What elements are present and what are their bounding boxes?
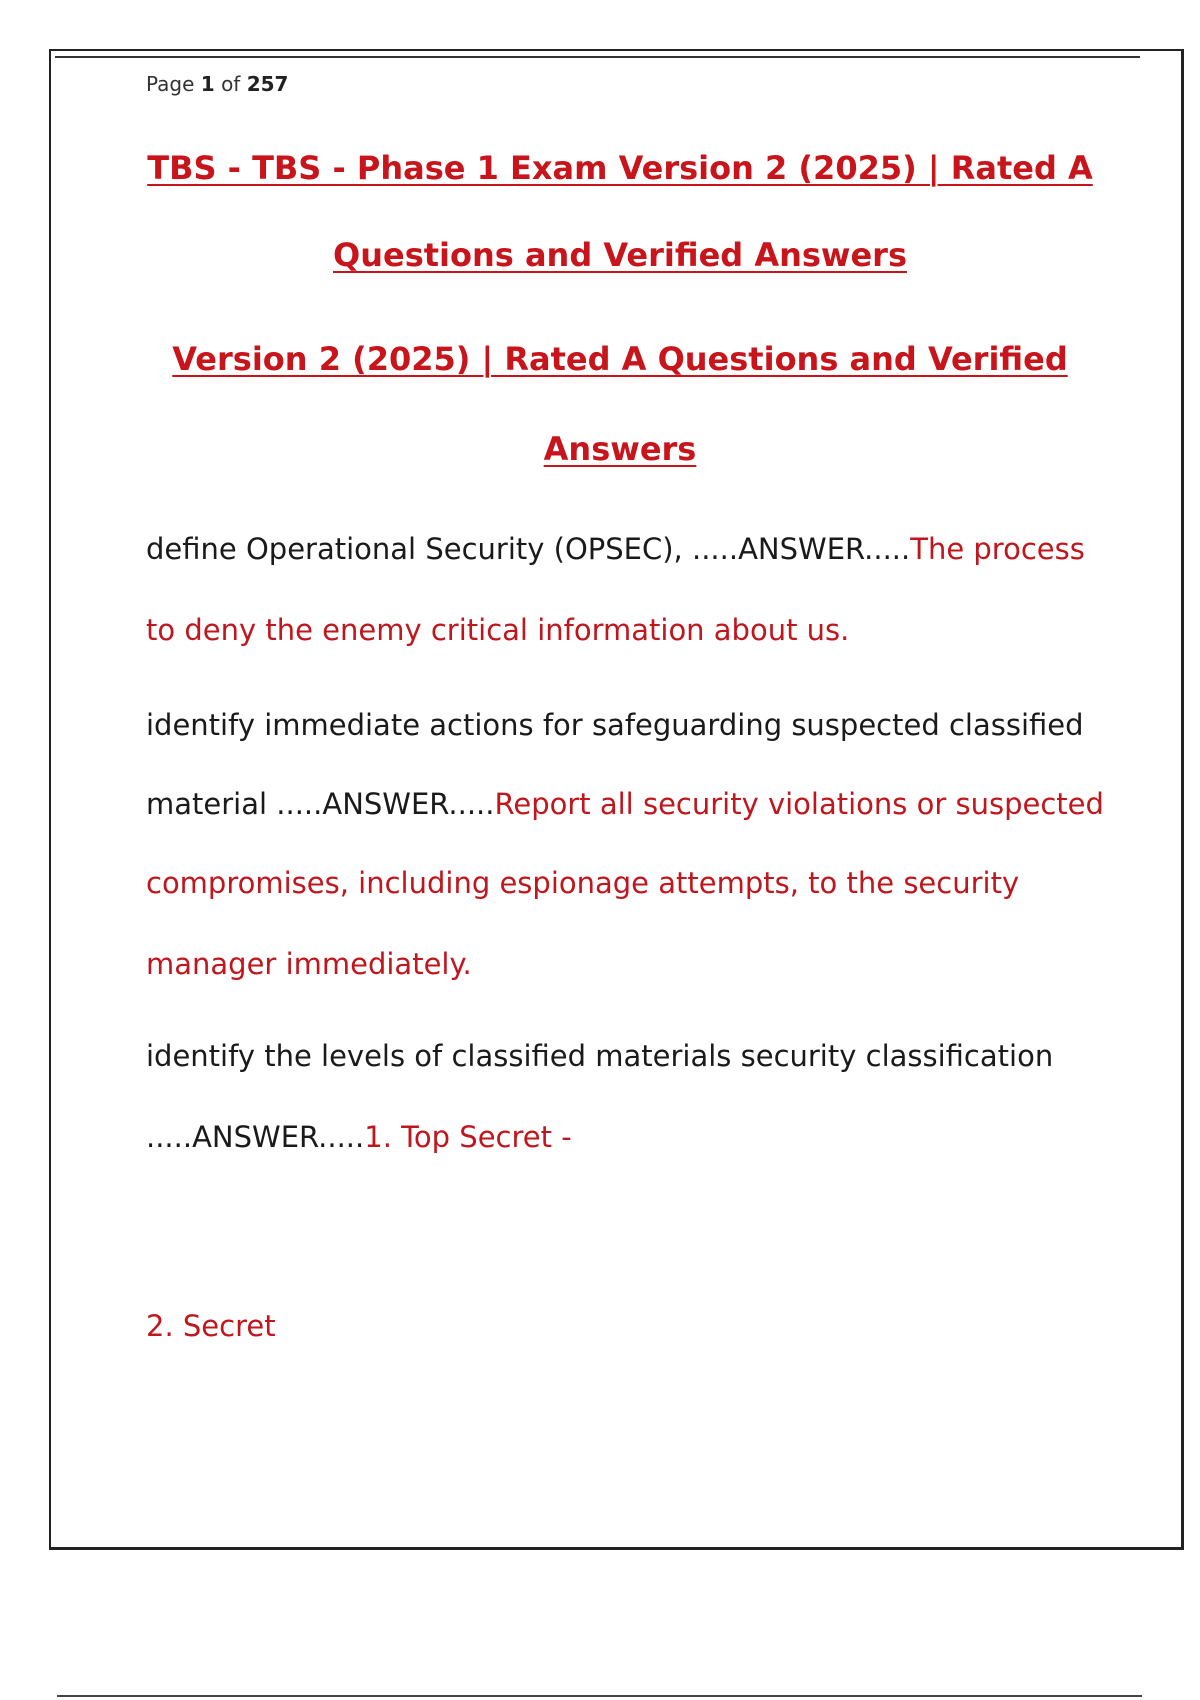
current-page-number: 1	[200, 72, 215, 96]
page-counter: Page 1 of 257	[146, 72, 289, 96]
answer-2-line-2: compromises, including espionage attempts, to the security	[146, 866, 1020, 900]
answer-text: 1. Top Secret -	[364, 1120, 572, 1154]
document-title-line-2: Questions and Verified Answers	[333, 236, 907, 274]
answer-1: to deny the enemy critical information about us.	[146, 613, 850, 647]
question-1	[146, 531, 1085, 567]
question-2-continued	[146, 786, 1104, 822]
question-3-continued	[146, 1119, 572, 1155]
question-text: define Operational Security (OPSEC), .....ANSWER.....	[146, 532, 911, 566]
question-3: identify the levels of classified materials security classification	[146, 1039, 1054, 1073]
document-title-line-3: Version 2 (2025) | Rated A Questions and Verified	[172, 340, 1068, 378]
question-2: identify immediate actions for safeguarding suspected classified	[146, 708, 1084, 742]
document-title-line-1: TBS - TBS - Phase 1 Exam Version 2 (2025) | Rated A	[147, 149, 1093, 187]
header-rule	[55, 56, 1140, 58]
question-text: material .....ANSWER.....	[146, 787, 495, 821]
answer-3-item-2: 2. Secret	[146, 1309, 276, 1343]
answer-text: The process	[910, 532, 1085, 566]
question-text: .....ANSWER.....	[146, 1120, 365, 1154]
answer-text: Report all security violations or suspected	[494, 787, 1104, 821]
total-page-count: 257	[246, 72, 289, 96]
answer-2-line-3: manager immediately.	[146, 947, 472, 981]
document-title-line-4: Answers	[543, 430, 697, 468]
footer-rule	[57, 1695, 1142, 1697]
